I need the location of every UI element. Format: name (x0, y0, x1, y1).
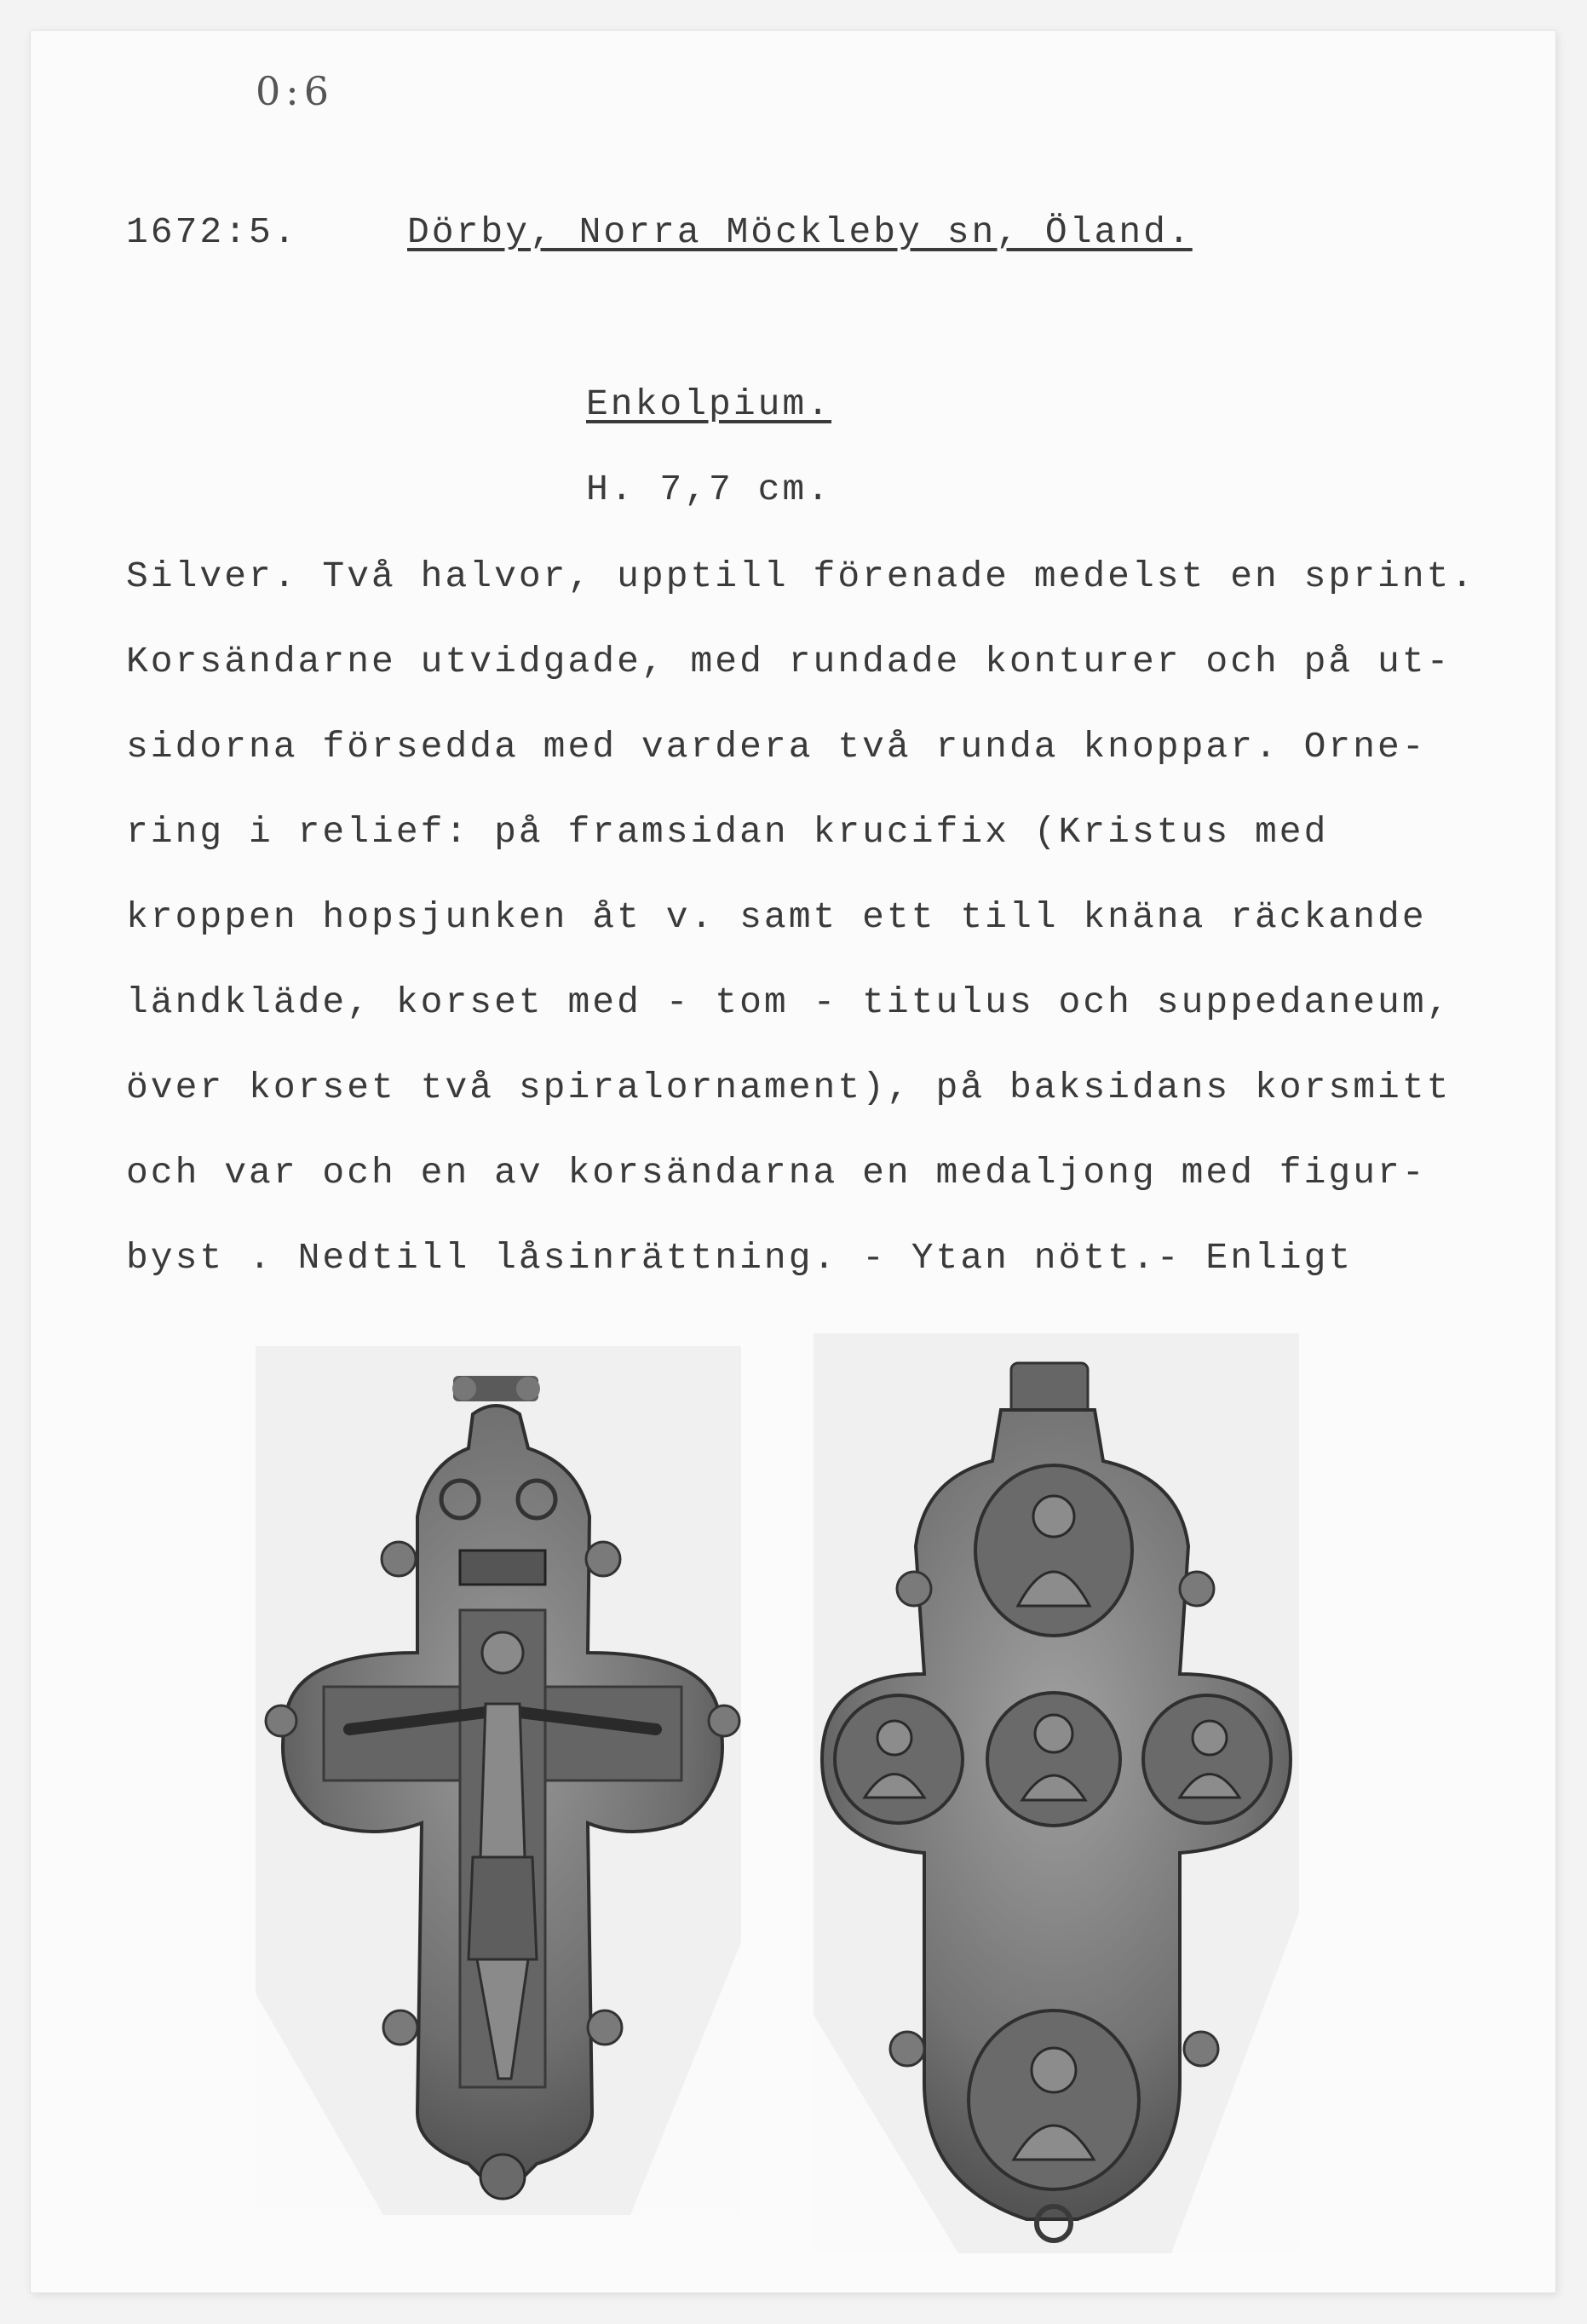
location: Dörby, Norra Möckleby sn, Öland. (407, 211, 1193, 253)
photo-front-crucifix (256, 1346, 741, 2215)
object-height: H. 7,7 cm. (586, 469, 832, 510)
description-line: ländkläde, korset med - tom - titulus och suppedaneum, (126, 981, 1452, 1023)
crucifix-image (256, 1346, 741, 2215)
description-line: över korset två spiralornament), på baksidans korsmitt (126, 1067, 1452, 1108)
description-line: och var och en av korsändarna en medaljong med figur- (126, 1152, 1427, 1194)
hand-note: 0:6 (256, 68, 335, 114)
catalog-number: 1672:5. (126, 211, 298, 253)
description-line: kroppen hopsjunken åt v. samt ett till knäna räckande (126, 896, 1427, 938)
object-title: Enkolpium. (586, 383, 832, 425)
description-line: Silver. Två halvor, upptill förenade medelst en sprint. (126, 555, 1476, 597)
description-line: ring i relief: på framsidan krucifix (Kristus med (126, 811, 1329, 853)
description-line: sidorna försedda med vardera två runda knoppar. Orne- (126, 726, 1427, 768)
medallion-cross-image (814, 1333, 1299, 2253)
description-line: Korsändarne utvidgade, med rundade konturer och på ut- (126, 641, 1452, 682)
description-line: byst . Nedtill låsinrättning. - Ytan nött.- Enligt (126, 1237, 1354, 1279)
photo-back-medallions (814, 1333, 1299, 2253)
